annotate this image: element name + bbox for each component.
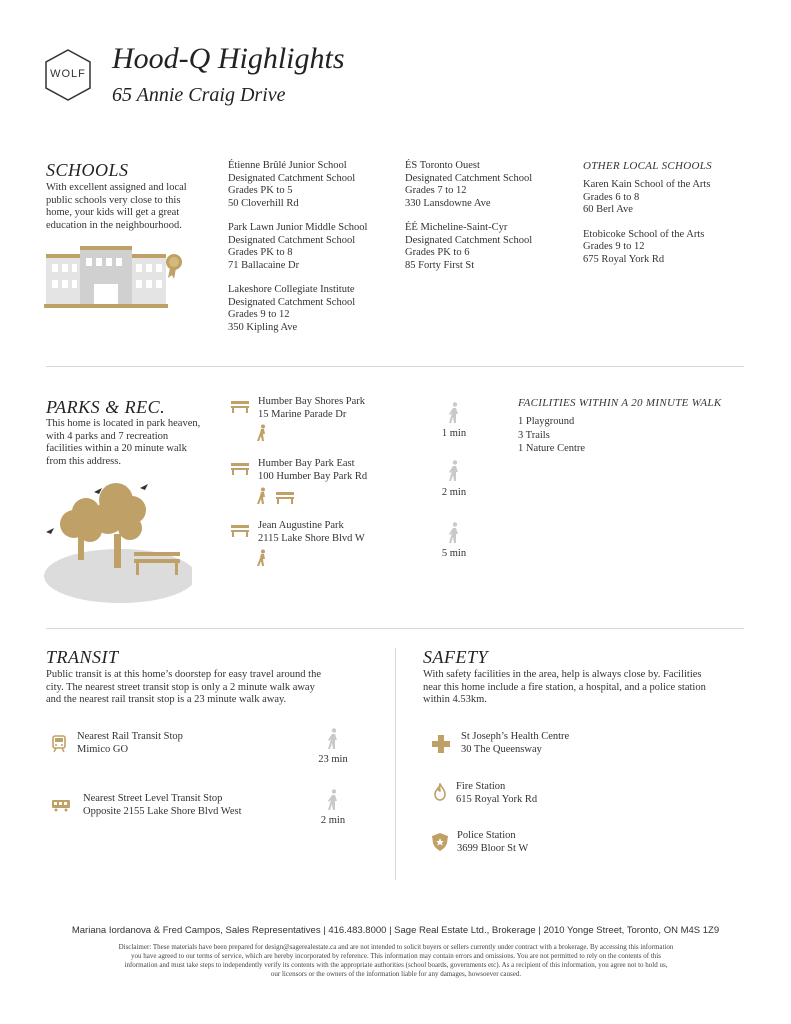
walk-time: 1 min bbox=[441, 428, 467, 439]
streetcar-icon bbox=[51, 797, 71, 816]
safety-description: With safety facilities in the area, help is always close by. Facilities near this home include a fire station, a hospital, and a police station within 4.53km. bbox=[423, 669, 706, 705]
parks-title: PARKS & REC. bbox=[46, 397, 166, 417]
parks-description: This home is located in park heaven, with 4 parks and 7 recreation facilities within a 20 minute walk from this address. bbox=[46, 418, 201, 467]
walk-icon bbox=[327, 789, 339, 815]
divider-vertical bbox=[395, 648, 396, 880]
safety-item: Fire Station 615 Royal York Rd bbox=[456, 781, 538, 805]
school-item: ÉS Toronto Ouest Designated Catchment School Grades 7 to 12 330 Lansdowne Ave bbox=[405, 160, 533, 209]
walk-time: 2 min bbox=[441, 487, 467, 498]
school-item: Etobicoke School of the Arts Grades 9 to 12 675 Royal York Rd bbox=[583, 228, 705, 265]
school-building-illustration bbox=[44, 244, 184, 310]
park-trees-icon bbox=[44, 482, 192, 604]
trail-walker-icon bbox=[256, 487, 268, 509]
wolf-logo bbox=[44, 48, 92, 102]
park-item: Humber Bay Park East 100 Humber Bay Park Rd bbox=[258, 458, 368, 482]
park-illustration bbox=[44, 482, 192, 604]
facilities-list bbox=[518, 416, 585, 456]
park-item: Jean Augustine Park 2115 Lake Shore Blvd W bbox=[258, 520, 365, 544]
trail-walker-icon bbox=[256, 549, 268, 571]
school-item: ÉÉ Micheline-Saint-Cyr Designated Catchment School Grades PK to 6 85 Forty First St bbox=[405, 222, 533, 271]
list-item: 1 Playground bbox=[518, 416, 575, 427]
park-item: Humber Bay Shores Park 15 Marine Parade Dr bbox=[258, 396, 366, 420]
school-item: Étienne Brûlé Junior School Designated Catchment School Grades PK to 5 50 Cloverhill Rd bbox=[228, 160, 356, 209]
safety-title: SAFETY bbox=[423, 647, 489, 667]
transit-description: Public transit is at this home’s doorstep for easy travel around the city. The nearest street transit stop is only a 2 minute walk away and the nearest rail transit stop is a 23 minute walk away. bbox=[46, 669, 321, 705]
walk-time: 2 min bbox=[320, 815, 346, 826]
divider bbox=[46, 366, 744, 367]
other-schools-list bbox=[583, 179, 710, 266]
hospital-cross-icon bbox=[432, 735, 450, 757]
park-bench-icon bbox=[230, 398, 250, 417]
schools-col1 bbox=[228, 160, 367, 334]
safety-item: Police Station 3699 Bloor St W bbox=[457, 830, 529, 854]
train-icon bbox=[52, 735, 66, 757]
list-item: 3 Trails bbox=[518, 429, 550, 441]
walk-icon bbox=[448, 402, 460, 428]
walk-time: 23 min bbox=[318, 754, 348, 765]
transit-title: TRANSIT bbox=[46, 647, 119, 667]
schools-description: With excellent assigned and local public schools very close to this home, your kids will get a great education in the neighbourhood. bbox=[46, 182, 187, 231]
park-bench-icon bbox=[275, 489, 295, 508]
walk-time: 5 min bbox=[441, 548, 467, 559]
page-address: 65 Annie Craig Drive bbox=[112, 84, 286, 106]
school-item: Park Lawn Junior Middle School Designated Catchment School Grades PK to 8 71 Ballacaine Dr bbox=[228, 222, 368, 271]
schools-col2 bbox=[405, 160, 532, 272]
safety-item: St Joseph’s Health Centre 30 The Queensway bbox=[461, 731, 570, 755]
walk-icon bbox=[448, 460, 460, 486]
park-bench-icon bbox=[230, 460, 250, 479]
footer-disclaimer: Disclaimer: These materials have been prepared for design@sagerealestate.ca and are not intended to solicit buyers or sellers currently under contract with a brokerage. By accessing this information you have agreed to our terms of service, which are hereby incorporated by reference. This information may contain errors and omissions. You are not permitted to rely on the contents of this information and must take steps to independently verify its contents with the appropriate authorities (school boards, governments etc). As a recipient of this information, you agree not to hold us, our licensors or the owners of the information liable for any damages, howsoever caused. bbox=[118, 943, 674, 978]
list-item: 1 Nature Centre bbox=[518, 443, 586, 454]
divider bbox=[46, 628, 744, 629]
page-title: Hood-Q Highlights bbox=[112, 42, 345, 75]
logo-text: WOLF bbox=[50, 68, 86, 80]
school-item: Lakeshore Collegiate Institute Designated Catchment School Grades 9 to 12 350 Kipling Ave bbox=[228, 284, 356, 333]
fire-icon bbox=[434, 783, 446, 805]
footer-contact: Mariana Iordanova & Fred Campos, Sales Representatives | 416.483.8000 | Sage Real Estate Ltd., Brokerage | 2010 Yonge Street, Toronto, ON M4S 1Z9 bbox=[71, 925, 720, 936]
park-bench-icon bbox=[230, 522, 250, 541]
walk-icon bbox=[448, 522, 460, 548]
transit-item: Nearest Rail Transit Stop Mimico GO bbox=[77, 731, 183, 755]
trail-walker-icon bbox=[256, 424, 268, 446]
other-schools-title: OTHER LOCAL SCHOOLS bbox=[583, 160, 712, 172]
school-building-icon bbox=[44, 244, 184, 310]
schools-title: SCHOOLS bbox=[46, 160, 129, 180]
transit-item: Nearest Street Level Transit Stop Opposite 2155 Lake Shore Blvd West bbox=[83, 793, 242, 817]
school-item: Karen Kain School of the Arts Grades 6 to 8 60 Berl Ave bbox=[583, 179, 711, 215]
police-badge-icon bbox=[432, 833, 448, 855]
walk-icon bbox=[327, 728, 339, 754]
facilities-title: FACILITIES WITHIN A 20 MINUTE WALK bbox=[518, 397, 722, 409]
